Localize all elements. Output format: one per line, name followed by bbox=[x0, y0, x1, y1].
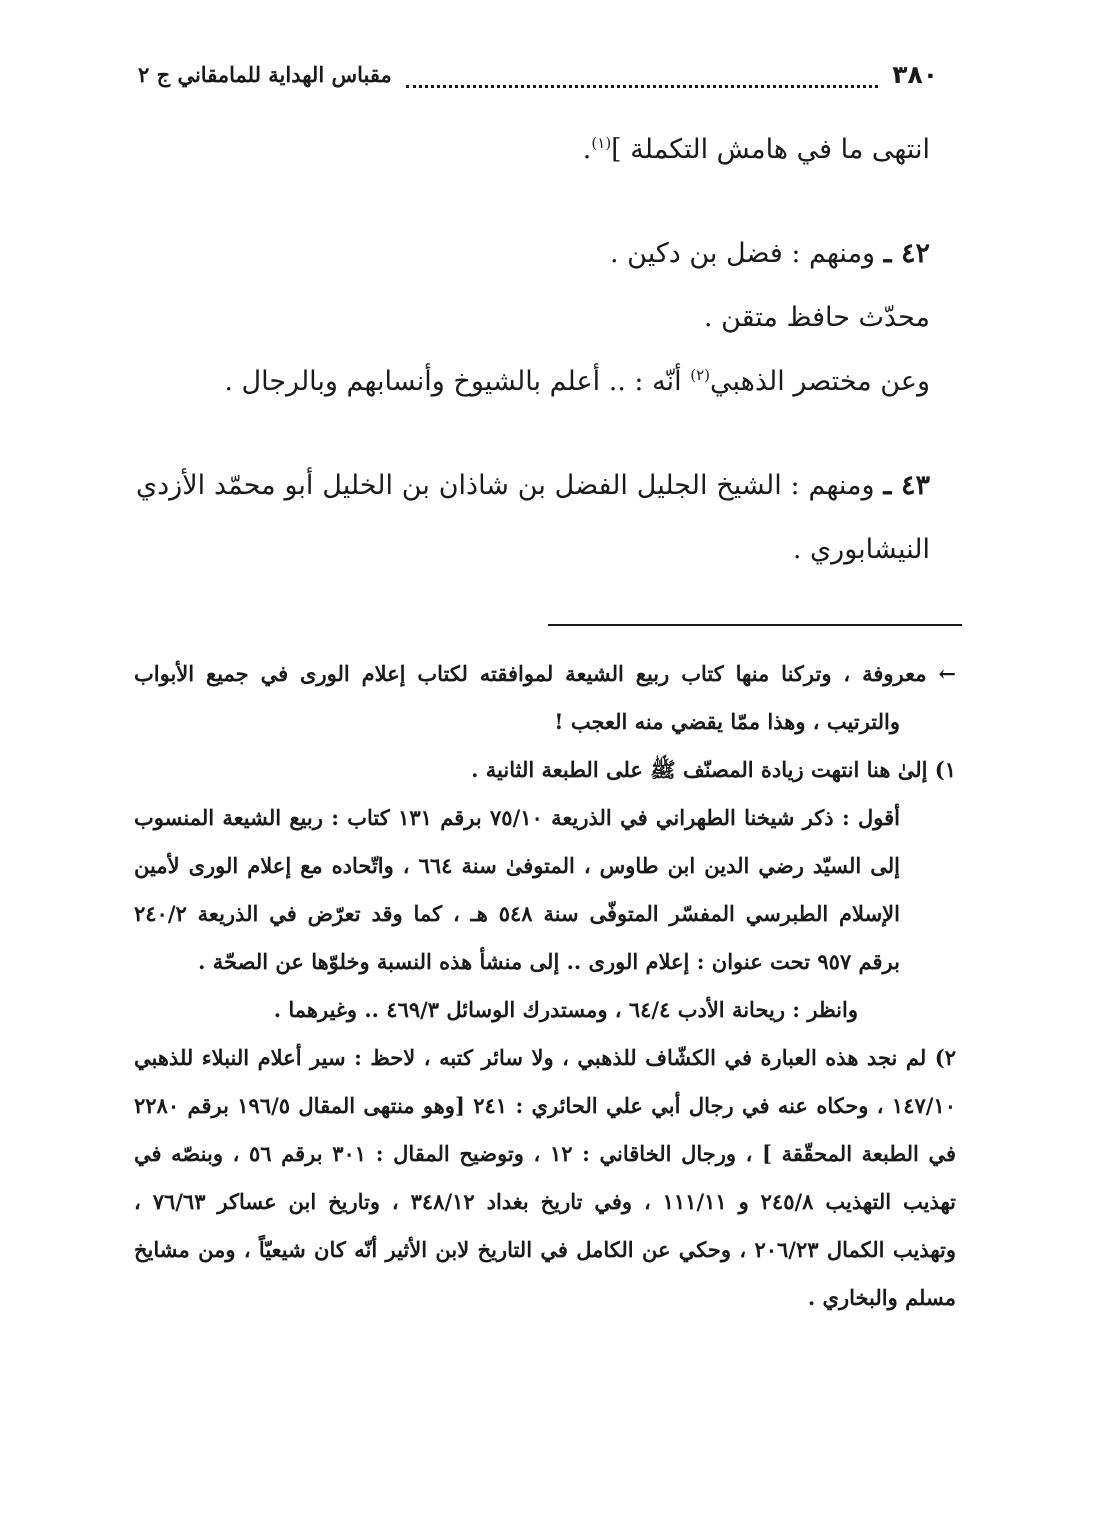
footnotes bbox=[134, 650, 956, 1322]
footnote-ref-2: (٢) bbox=[690, 366, 710, 384]
footnote-1-heading: ١) إلىٰ هنا انتهت زيادة المصنّف ﷺ على الطبعة الثانية . bbox=[471, 757, 956, 782]
footnote-ref-1: (١) bbox=[591, 134, 612, 152]
footnote-2: ٢) لم نجد هذه العبارة في الكشّاف للذهبي ، ولا سائر كتبه ، لاحظ : سير أعلام النبلاء للذهبي ١٤٧/١٠ ، وحكاه عنه في رجال أبي علي الحائري : ٢٤١ [وهو منتهى المقال ١٩٦/٥ برقم ٢٢٨٠ في الطبعة المحقّقة ] ، ورجال الخاقاني : ١٢ ، وتوضيح المقال : ٣٠١ برقم ٥٦ ، وبنصّه في تهذيب التهذيب ٢٤٥/٨ و ١١١/١١ ، وفي تاريخ بغداد ٣٤٨/١٢ ، وتاريخ ابن عساكر ٧٦/٦٣ ، وتهذيب الكمال ٢٠٦/٢٣ ، وحكي عن الكامل في التاريخ لابن الأثير أنّه كان شيعيّاً ، ومن مشايخ مسلم والبخاري . bbox=[134, 1045, 957, 1310]
header-dot-leader bbox=[406, 61, 879, 88]
main-line-quote-end: انتهى ما في هامش التكملة ]$^{(١)}$. bbox=[582, 134, 930, 165]
footnote-continuation: ← معروفة ، وتركنا منها كتاب ربيع الشيعة لموافقته لكتاب إعلام الورى في جميع الأبواب والترتيب ، وهذا ممّا يقضي منه العجب ! bbox=[134, 661, 956, 734]
running-title: مقباس الهداية للمامقاني ج ٢ bbox=[138, 61, 392, 87]
footnote-1-body: أقول : ذكر شيخنا الطهراني في الذريعة ٧٥/١٠ برقم ١٣١ كتاب : ربيع الشيعة المنسوب إلى السيّد رضي الدين ابن طاوس ، المتوفىٰ سنة ٦٦٤ ، واتّحاده مع إعلام الورى لأمين الإسلام الطبرسي المفسّر المتوفّى سنة ٥٤٨ هـ ، كما وقد تعرّض في الذريعة ٢٤٠/٢ برقم ٩٥٧ تحت عنوان : إعلام الورى .. إلى منشأ هذه النسبة وخلوّها عن الصحّة . bbox=[134, 805, 900, 974]
entry-number: ٤٢ ـ bbox=[883, 238, 930, 269]
main-text bbox=[136, 118, 930, 582]
running-header bbox=[138, 54, 938, 94]
main-line-dhahabi: وعن مختصر الذهبي$^{(٢)}$ أنّه : .. أعلم بالشيوخ وأنسابهم وبالرجال . bbox=[224, 366, 930, 397]
entry-42: ٤٢ ـ ومنهم : فضل بن دكين . bbox=[610, 238, 930, 269]
footnote-separator bbox=[548, 624, 962, 626]
entry-number: ٤٣ ـ bbox=[883, 470, 930, 501]
footnote-1-see-also: وانظر : ريحانة الأدب ٦٤/٤ ، ومستدرك الوسائل ٤٦٩/٣ .. وغيرهما . bbox=[273, 997, 858, 1022]
main-line-muhaddith: محدّث حافظ متقن . bbox=[703, 302, 930, 333]
entry-43: ٤٣ ـ ومنهم : الشيخ الجليل الفضل بن شاذان بن الخليل أبو محمّد الأزدي النيشابوري . bbox=[136, 470, 930, 565]
page-number: ٣٨٠ bbox=[892, 59, 938, 89]
